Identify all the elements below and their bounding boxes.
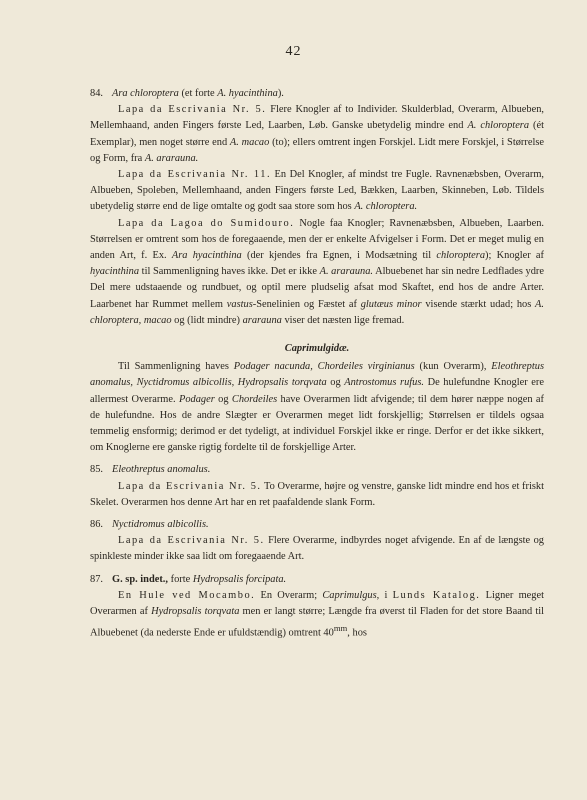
entry-84-title: 84. Ara chloroptera (et forte A. hyacinthina).	[90, 86, 544, 102]
entry-85-title	[90, 462, 544, 478]
entry-86-title	[90, 517, 544, 533]
species-name: Nyctidromus albicollis.	[112, 519, 209, 531]
paragraph: Lapa da Lagoa do Sumidouro. Nogle faa Knogler; Ravnenæbsben, Albueben, Laarben. Størrelsen er omtrent som hos de foregaaende, men der er enkelte Afvigelser i Form. Det er meget mulig en anden Art, f. Ex. Ara hyacinthina (der kjendes fra Egnen, i Modsætning til chloroptera); Knogler af hyacinthina til Sammenligning haves ikke. Det er ikke A. ararauna. Albuebenet har sin nedre Ledflades ydre Del mere udstaaende og rundbuet, og optil mere pludselig afsat mod Skaftet, end hos de andre Arter. Laarbenet har Rummet mellem vastus-Senelinien og Fæstet af glutæus minor visende stærkt udad; hos A. chloroptera, macao og (lidt mindre) ararauna viser det næsten lige fremad.	[90, 217, 544, 326]
paragraph: Lapa da Escrivania Nr. 5. Flere Overarme, indbyrdes noget afvigende. En af de længste og spinkleste minder ikke saa lidt om foregaaende Art.	[90, 535, 544, 563]
entry-85	[90, 462, 544, 511]
entry-86	[90, 517, 544, 566]
page-number: 42	[285, 44, 302, 59]
entry-87	[90, 572, 544, 642]
locality: Lapa da Escrivania Nr. 5.	[118, 535, 265, 547]
entry-84	[90, 86, 544, 329]
unit-superscript: mm	[333, 623, 348, 634]
entry-number: 86.	[90, 519, 103, 531]
paragraph: Lapa da Escrivania Nr. 5. To Overarme, højre og venstre, ganske lidt mindre end hos et friskt Skelet. Overarmen hos denne Art har en ret paafaldende slank Form.	[90, 480, 544, 508]
locality: Lapa da Escrivania Nr. 11.	[118, 169, 272, 181]
locality: Lapa da Escrivania Nr. 5.	[118, 480, 262, 492]
entry-number: 87.	[90, 573, 103, 585]
locality: En Hule ved Mocambo.	[118, 589, 256, 601]
species-name: Eleothreptus anomalus.	[112, 464, 211, 476]
entry-number: 84.	[90, 88, 103, 99]
paragraph: Lapa da Escrivania Nr. 5. Flere Knogler af to Individer. Skulderblad, Overarm, Albueben, Mellemhaand, anden Fingers første Led, Laarben, Løb. Ganske ubetydelig mindre end A. chloroptera (ét Exemplar), men noget større end A. macao (to); ellers omtrent ingen Forskjel. Lidt mere Forskjel, i Størrelse og Form, fra A. ararauna.	[90, 104, 545, 164]
page-body	[90, 86, 544, 642]
section-heading: Caprimulgidæ.	[284, 343, 350, 355]
paragraph: Lapa da Escrivania Nr. 11. En Del Knogler, af mindst tre Fugle. Ravnenæbsben, Overarm, Albueben, Spoleben, Mellemhaand, anden Fingers første Led, Bækken, Laarben, Skinneben, Løb. Tildels ubetydelig større end de lige omtalte og godt saa store som hos A. chloroptera.	[90, 169, 544, 213]
species-name: Ara chloroptera	[112, 88, 179, 99]
paragraph: Til Sammenligning haves Podager nacunda, Chordeiles virginianus (kun Overarm), Eleothreptus anomalus, Nyctidromus albicollis, Hydropsalis torqvata og Antrostomus rufus. De hulefundne Knogler ere allermest Overarme. Podager og Chordeiles have Overarmen lidt afvigende; til dem hører næppe nogen af de hulefundne. Hos de andre Slægter er Overarmen meget lidt forskjellig; Størrelsen er tildels ogsaa temmelig ensformig; derimod er det tydeligt, at individuel Forskjel ikke er ringe. Derfor er det ikke sikkert, om Knoglerne ere ganske rigtig fordelte til de forskjellige Arter.	[90, 361, 544, 454]
species-name: G. sp. indet.,	[112, 573, 169, 585]
locality: Lapa da Lagoa do Sumidouro.	[118, 217, 295, 229]
paragraph: En Hule ved Mocambo. En Overarm; Caprimulgus, i Lunds Katalog. Ligner meget Overarmen af Hydropsalis torqvata men er langt større; Længde fra øverst til Fladen for det store Baand til Albuebenet (da nederste Ende er ufuldstændig) omtrent $40^{mm}$, hos	[90, 589, 545, 639]
entry-number: 85.	[90, 464, 103, 476]
entry-87-title: 87. G. sp. indet., forte Hydropsalis forcipata.	[90, 572, 544, 588]
locality: Lapa da Escrivania Nr. 5.	[118, 104, 267, 116]
